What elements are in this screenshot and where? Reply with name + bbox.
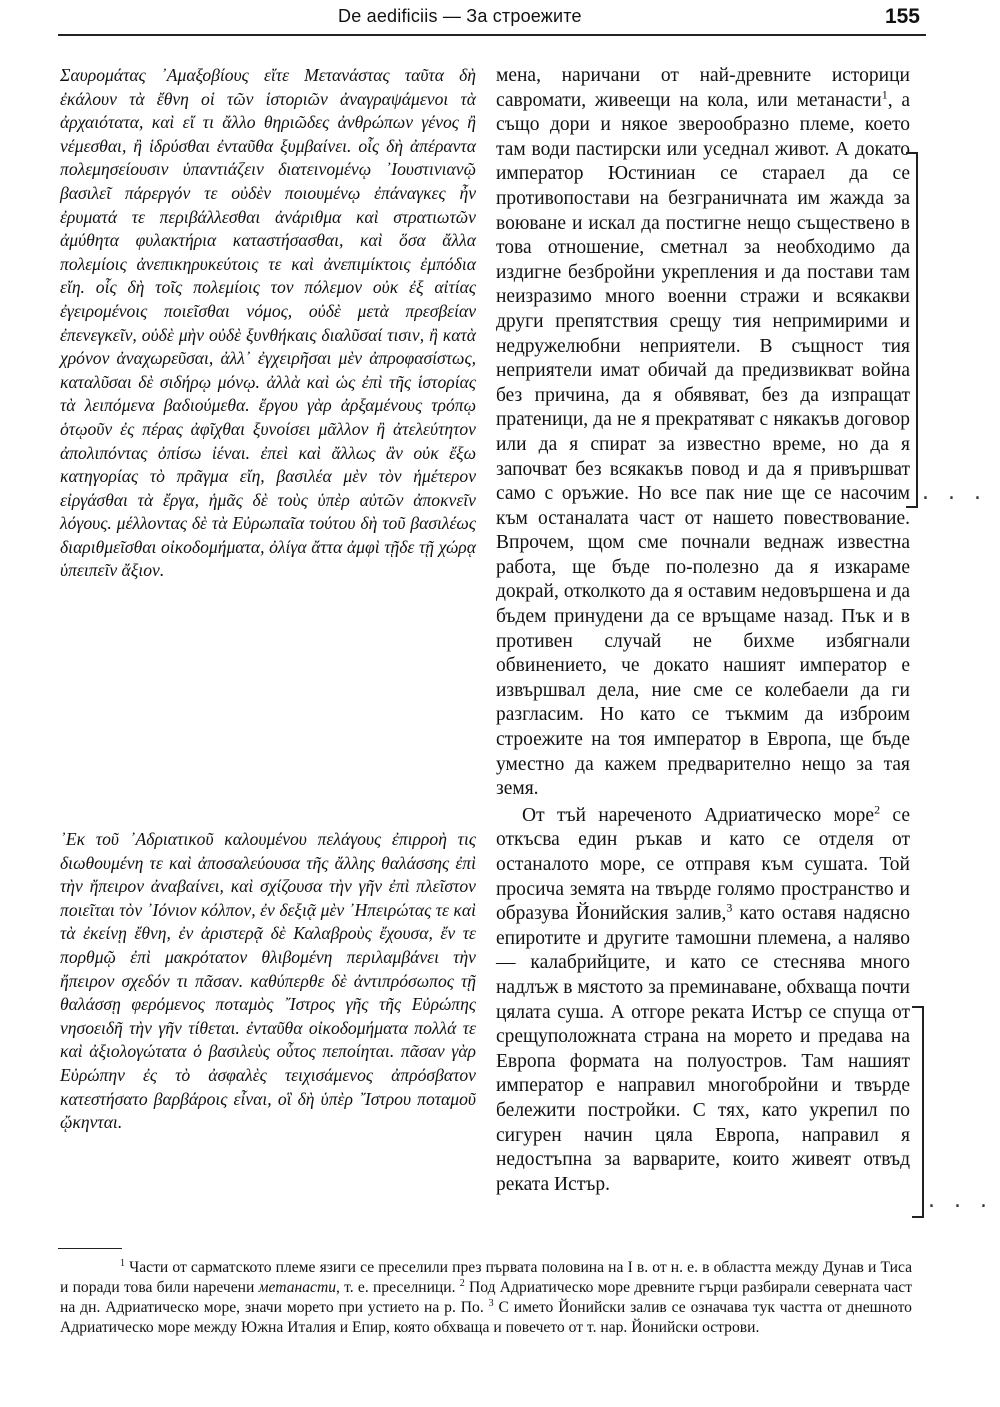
footnote-rule bbox=[58, 1248, 122, 1249]
greek-paragraph: Σαυρομάτας ᾿Αμαξοβίους εἴτε Μετανάστας ταῦτα δὴ ἐκάλουν τὰ ἔθνη οἱ τῶν ἱστοριῶν ἀναγραψάμενοι τὰ ἀρχαιότατα, καὶ εἴ τι ἄλλο θηριῶδες ἀνθρώπων γένος ἢ νέμεσθαι, ἢ ἱδρύσθαι ἐνταῦθα ξυμβαίνει. οἷς δὴ ἀπέραντα πολεμησείουσιν ὑπαντιάζειν διατεινομένῳ ᾿Ιουστινιανῷ βασιλεῖ πάρεργόν τε οὐδὲν ποιουμένῳ ἐπάναγκες ἦν ἐρυματά τε περιβάλλεσθαι ἀνάριθμα καὶ στρατιωτῶν ἀμύθητα φυλακτήρια καταστήσασθαι, καὶ ὅσα ἄλλα πολεμίοις ἀνεπικηρυκεύτοις τε καὶ ἀνεπιμίκτοις ἐμπόδια εἴη. οἷς δὴ τοῖς πολεμίοις τον πόλεμον οὐκ ἐξ αἰτίας ἐγειρομένοις ποιεῖσθαι νόμος, οὐδὲ μετὰ πρεσβείαν ἐπενεγκεῖν, οὐδὲ μὴν οὐδὲ ξυνθήκαις διαλῦσαί τισιν, ἢ κατὰ χρόνον ἀναχωρεῦσαι, ἀλλ᾿ ἐγχειρῆσαι μὲν ἀπροφασίστως, καταλῦσαι δὲ σιδήρῳ μόνῳ. ἀλλὰ καὶ ὡς ἐπὶ τῆς ἱστορίας τὰ λειπόμενα βαδιούμεθα. ἔργου γὰρ ἀρξαμένους τρόπῳ ὁτῳοῦν ἐς πέρας ἀφῖχθαι ξυνοίσει μᾶλλον ἢ ἀτελεύτητον ἀπολιπόντας ὀπίσω ἰέναι. ἐπεὶ καὶ ἄλλως ἂν οὐκ ἔξω κατηγορίας τὸ πρᾶγμα εἴη, βασιλέα μὲν τὸν ἡμέτερον εἰργάσθαι τὰ ἔργα, ἡμᾶς δὲ τοὺς ὑπὲρ αὐτῶν ἀποκνεῖν λόγους. μέλλοντας δὲ τὰ Εὐρωπαῖα τούτου δὴ τοῦ βασιλέως διαριθμεῖσθαι οἰκοδομήματα, ὀλίγα ἄττα ἀμφὶ τῇδε τῇ χώρᾳ ὑπειπεῖν ἄξιον. bbox=[60, 65, 476, 581]
footnotes-text: $^1$ Части от сарматското племе язиги се преселили през първата половина на I в. от н. е. в областта между Дунав и Тиса и поради това били наречени метанасти, т. е. преселници. $^2$ Под Адриатическо море древните гърци разбирали северната част на дн. Адриатическо море, значи морето при устието на р. По. $^3$ С името Йонийски залив се означава тук частта от днешното Адриатическо море между Южна Италия и Епир, която обхваща и повечето от т. нар. Йонийски острови. bbox=[60, 1257, 913, 1336]
footnote-ref: 3 bbox=[726, 900, 733, 915]
greek-text-block-1 bbox=[60, 64, 476, 583]
page-number: 155 bbox=[884, 5, 920, 28]
greek-paragraph: ᾿Εκ τοῦ ᾿Αδριατικοῦ καλουμένου πελάγους ἐπιρροὴ τις διωθουμένη τε καὶ ἀποσαλεύουσα τῆς ἄλλης θαλάσσης ἐπὶ τὴν ἤπειρον ἀναβαίνει, καὶ σχίζουσα τὴν γῆν ἐπὶ πλεῖστον ποιεῖται τὸν ᾿Ιόνιον κόλπον, ἐν δεξιᾷ μὲν ᾿Ηπειρώτας τε καὶ τὰ ἐκείνῃ ἔθνη, ἐν ἀριστερᾷ δὲ Καλαβροὺς ἔχουσα, ἔν τε πορθμῷ ἐπὶ μακρότατον θλιβομένη περιλαμβάνει τὴν ἤπειρον σχεδόν τι πᾶσαν. καθύπερθε δὲ ἀντιπρόσωπος τῇ θαλάσσῃ φερόμενος ποταμὸς ῎Ιστρος γῆς τῆς Εὐρώπης νησοειδῆ τὴν γῆν τίθεται. ἐνταῦθα οἰκοδομήματα πολλά τε καὶ ἀξιολογώτατα ὁ βασιλεὺς οὗτος πεποίηται. πᾶσαν γὰρ Εὐρώπην ἐς τὸ ἀσφαλὲς τειχισάμενος ἀπρόσβατον κατεστήσατο βαρβάροις εἶναι, οἳ δὴ ὑπὲρ ῎Ιστρου ποταμοῦ ᾤκηνται. bbox=[60, 829, 476, 1133]
page-header bbox=[58, 4, 926, 36]
ellipsis-mark-2: . . . bbox=[928, 1188, 993, 1213]
bulgarian-translation bbox=[496, 64, 910, 1197]
footnote-ref: 2 bbox=[874, 802, 881, 817]
bulgarian-paragraph-1: мена, наричани от най-древните историци савромати, живеещи на кола, или метанасти$^1$, а също дори и някое зверообразно племе, което там води пастирски или уседнал живот. А докато император Юстиниан се стараел да се противопостави на безграничната им жажда за воюване и искал да постигне нещо съществено в това отношение, сметнал за необходимо да издигне безбройни укрепления и да постави там неизразимо много военни стражи и всякакви други препятствия срещу тия непримирими и недружелюбни неприятели. В същност тия неприятели имат обичай да предизвикват война без причина, да я обявяват, без да изпращат пратеници, да не я прекратяват с някакъв договор или да я спират за известно време, но да я започват без всякакъв повод и да я привършват само с оръжие. Но все пак ние ще се насочим към останалата част от нашето повествование. Впрочем, щом сме почнали веднаж известна работа, ще бъде по-полезно да я изкараме докрай, отколкото да я оставим недовършена и да бъдем принудени да се връщаме назад. Пък и в противен случай не бихме избягнали обвинението, че докато нашият император е извършвал дела, ние сме се колебаели да ги разгласим. Но като се тъкмим да изброим строежите на тоя император в Европа, ще бъде уместно да кажем предварително нещо за тая земя. bbox=[496, 65, 910, 800]
bulgarian-paragraph-2: От тъй нареченото Адриатическо море$^2$ се откъсва един ръкав и като се отделя от останалото море, се отправя към сушата. Той просича земята на твърде голямо пространство и образува Йонийския залив,$^3$ като оставя надясно епиротите и другите тамошни племена, а наляво — калабрийците, и като се стеснява много надлъж в мястото за преминаване, обхваща почти цялата суша. А отгоре реката Истър се спуща от срещуположната страна на морето и предава на Европа формата на полуостров. Там нашият император е направил многобройни и твърде бележити постройки. С тях, като укрепил по сигурен начин цяла Европа, направил я недостъпна за варварите, които живеят отвъд реката Истър. bbox=[496, 802, 911, 1195]
margin-bracket-1 bbox=[906, 152, 918, 508]
ellipsis-mark-1: . . . bbox=[922, 480, 987, 505]
footnotes bbox=[60, 1258, 912, 1338]
greek-text-block-2 bbox=[60, 828, 476, 1135]
margin-bracket-2 bbox=[912, 1006, 924, 1218]
running-title: De aedificiis — За строежите bbox=[338, 6, 582, 26]
footnote-ref: 1 bbox=[881, 87, 888, 102]
